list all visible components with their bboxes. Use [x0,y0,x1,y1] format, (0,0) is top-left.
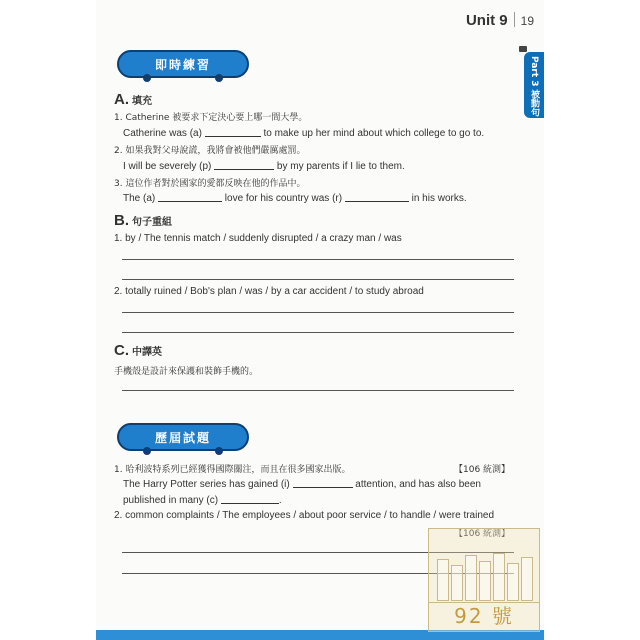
exam-q1-source: 【106 統測】 [454,465,511,475]
page-number: 19 [520,14,534,28]
stamp-book-5 [493,553,505,601]
side-tab-clip [519,46,527,52]
stamp-book-3 [465,555,477,601]
b-q1-answer-line-1[interactable] [122,259,514,260]
section-banner-past-exams [117,423,249,451]
stamp-book-2 [451,565,463,601]
a-q1-english [123,127,484,139]
stamp-book-1 [437,559,449,601]
c-q1: 手機殼是設計來保護和裝飾手機的。 [114,367,259,377]
b-q2-answer-line-2[interactable] [122,332,514,333]
section-banner-practice-label: 即時練習 [154,57,211,72]
exam-q2: 2. common complaints / The employees / about poor service / to handle / were trained [114,510,495,521]
exam-q2-source: 【106 統測】 [454,529,511,539]
exam-q1-english-a [123,478,481,490]
a-q1-suffix: to make up her mind about which college to go to. [263,128,485,139]
side-tab [524,52,544,118]
b-q1-answer-line-2[interactable] [122,279,514,280]
a-q2-chinese: 2. 如果我對父母說謊，我將會被他們嚴厲處罰。 [114,146,306,156]
banner-wheel-right [215,74,223,82]
section-c-heading [114,342,162,359]
banner-wheel-left [143,74,151,82]
a-q2-english [123,160,405,172]
a-q3-prefix: The (a) [123,193,156,204]
exam-q1-period: . [278,495,282,506]
a-q3-chinese: 3. 這位作者對於國家的愛都反映在他的作品中。 [114,179,306,189]
b-q2: 2. totally ruined / Bob's plan / was / by a car accident / to study abroad [114,286,424,297]
section-b-letter: B. [114,212,129,229]
a-q1-blank[interactable] [205,127,261,137]
library-stamp [428,528,540,632]
stamp-number: 92 號 [454,604,514,628]
a-q3-blank-1[interactable] [158,192,222,202]
a-q3-middle: love for his country was (r) [224,193,343,204]
section-a-heading [114,91,152,108]
section-banner-past-exams-label: 歷屆試題 [154,430,211,445]
section-banner-practice [117,50,249,78]
banner-wheel-right-2 [215,447,223,455]
exam-q1-english-b [123,494,282,506]
stamp-book-6 [507,563,519,601]
a-q2-prefix: I will be severely (p) [123,161,212,172]
section-a-label: 填充 [132,96,152,107]
exam-q1-blank-2[interactable] [221,494,279,504]
exam-q1-prefix: The Harry Potter series has gained (i) [123,479,290,490]
banner-wheel-left-2 [143,447,151,455]
page-header [466,12,534,29]
section-b-label: 句子重組 [132,217,172,228]
a-q3-blank-2[interactable] [345,192,409,202]
b-q1: 1. by / The tennis match / suddenly disrupted / a crazy man / was [114,233,402,244]
section-b-heading [114,212,172,229]
a-q3-english [123,192,467,204]
exam-q1-chinese: 1. 哈利波特系列已經獲得國際關注，而且在很多國家出版。 [114,465,351,475]
exam-q1-prefix-b: published in many (c) [123,495,219,506]
a-q2-suffix: by my parents if I lie to them. [276,161,405,172]
exam-q1-blank-1[interactable] [293,478,353,488]
header-divider [514,12,515,27]
section-c-letter: C. [114,342,129,359]
side-tab-label: Part 3 被動句 [529,56,539,117]
a-q1-chinese: 1. Catherine 被要求下定決心要上哪一間大學。 [114,113,308,123]
exam-q1-middle: attention, and has also been [355,479,481,490]
stamp-book-7 [521,557,533,601]
a-q2-blank[interactable] [214,160,274,170]
c-q1-answer-line[interactable] [122,390,514,391]
b-q2-answer-line-1[interactable] [122,312,514,313]
section-c-label: 中譯英 [132,347,162,358]
unit-title: Unit 9 [465,12,508,29]
a-q1-prefix: Catherine was (a) [123,128,202,139]
stamp-book-4 [479,561,491,601]
a-q3-suffix: in his works. [411,193,467,204]
section-a-letter: A. [114,91,129,108]
